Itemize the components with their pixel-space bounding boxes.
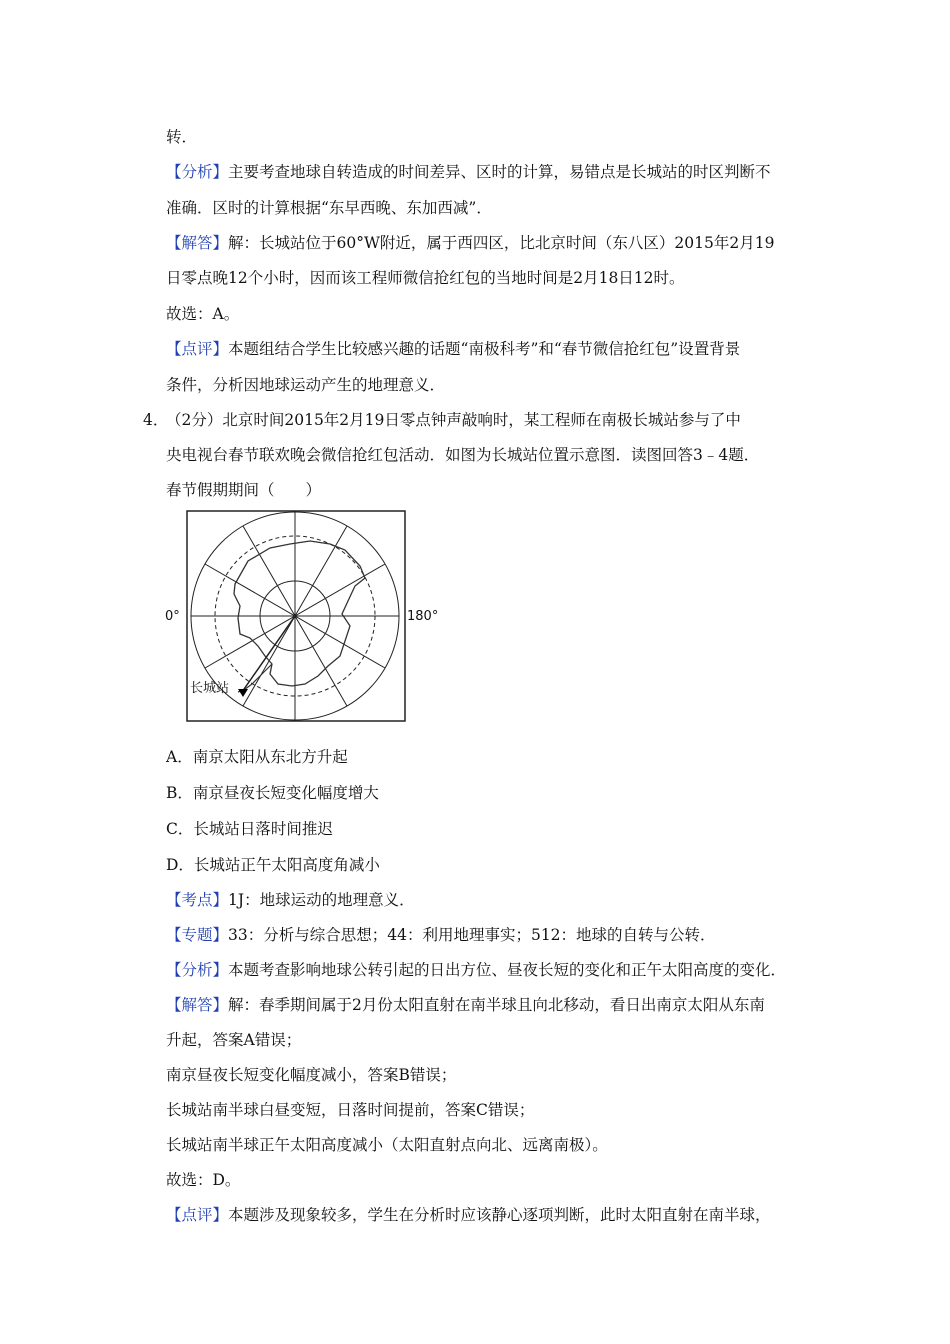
text-line: 转．	[166, 128, 198, 146]
option-b: B．南京昼夜长短变化幅度增大	[166, 784, 379, 802]
text-line: 长城站南半球正午太阳高度减小（太阳直射点向北、远离南极）。	[166, 1136, 608, 1154]
solution-tag: 【解答】	[166, 996, 229, 1014]
analysis-tag: 【分析】	[166, 961, 229, 979]
solution-tag: 【解答】	[166, 234, 229, 252]
analysis-line: 【分析】本题考查影响地球公转引起的日出方位、昼夜长短的变化和正午太阳高度的变化．	[166, 961, 787, 979]
text-line: 日零点晚12个小时，因而该工程师微信抢红包的当地时间是2月18日12时。	[166, 269, 685, 287]
text-line: 南京昼夜长短变化幅度减小，答案B错误；	[166, 1066, 457, 1084]
solution-line: 【解答】解：长城站位于60°W附近，属于西四区，比北京时间（东八区）2015年2月19	[166, 234, 775, 252]
label-station: 长城站	[190, 681, 230, 696]
question-text: （2分）北京时间2015年2月19日零点钟声敲响时，某工程师在南极长城站参与了中	[166, 411, 741, 429]
question-number: 4．	[143, 411, 169, 429]
topic-line: 【专题】33：分析与综合思想；44：利用地理事实；512：地球的自转与公转．	[166, 926, 716, 944]
comment-line: 【点评】本题组结合学生比较感兴趣的话题“南极科考”和“春节微信抢红包”设置背景	[166, 340, 741, 358]
label-180-degree: 180°	[407, 609, 439, 624]
choice-line: 故选：A。	[166, 305, 240, 323]
topic-tag: 【专题】	[166, 926, 229, 944]
option-c: C．长城站日落时间推迟	[166, 820, 333, 838]
knowledge-point-line: 【考点】1J：地球运动的地理意义．	[166, 891, 415, 909]
text-line: 长城站南半球白昼变短，日落时间提前，答案C错误；	[166, 1101, 535, 1119]
label-0-degree: 0°	[165, 609, 180, 624]
option-a: A．南京太阳从东北方升起	[166, 748, 348, 766]
solution-line: 【解答】解：春季期间属于2月份太阳直射在南半球且向北移动，看日出南京太阳从东南	[166, 996, 765, 1014]
choice-line: 故选：D。	[166, 1171, 241, 1189]
option-d: D．长城站正午太阳高度角减小	[166, 856, 380, 874]
text-line: 升起，答案A错误；	[166, 1031, 302, 1049]
text-line: 准确．区时的计算根据“东早西晚、东加西减”．	[166, 199, 492, 217]
comment-line: 【点评】本题涉及现象较多，学生在分析时应该静心逐项判断，此时太阳直射在南半球，	[166, 1206, 771, 1224]
antarctic-map-figure	[160, 506, 450, 726]
analysis-tag: 【分析】	[166, 163, 229, 181]
comment-tag: 【点评】	[166, 340, 229, 358]
text-line: 条件，分析因地球运动产生的地理意义．	[166, 376, 446, 394]
knowledge-point-tag: 【考点】	[166, 891, 229, 909]
comment-tag: 【点评】	[166, 1206, 229, 1224]
question-text: 春节假期期间（ ）	[166, 481, 322, 499]
polar-map	[160, 506, 450, 726]
analysis-line: 【分析】主要考查地球自转造成的时间差异、区时的计算，易错点是长城站的时区判断不	[166, 163, 771, 181]
question-text: 央电视台春节联欢晚会微信抢红包活动．如图为长城站位置示意图．读图回答3﹣4题．	[166, 446, 760, 464]
